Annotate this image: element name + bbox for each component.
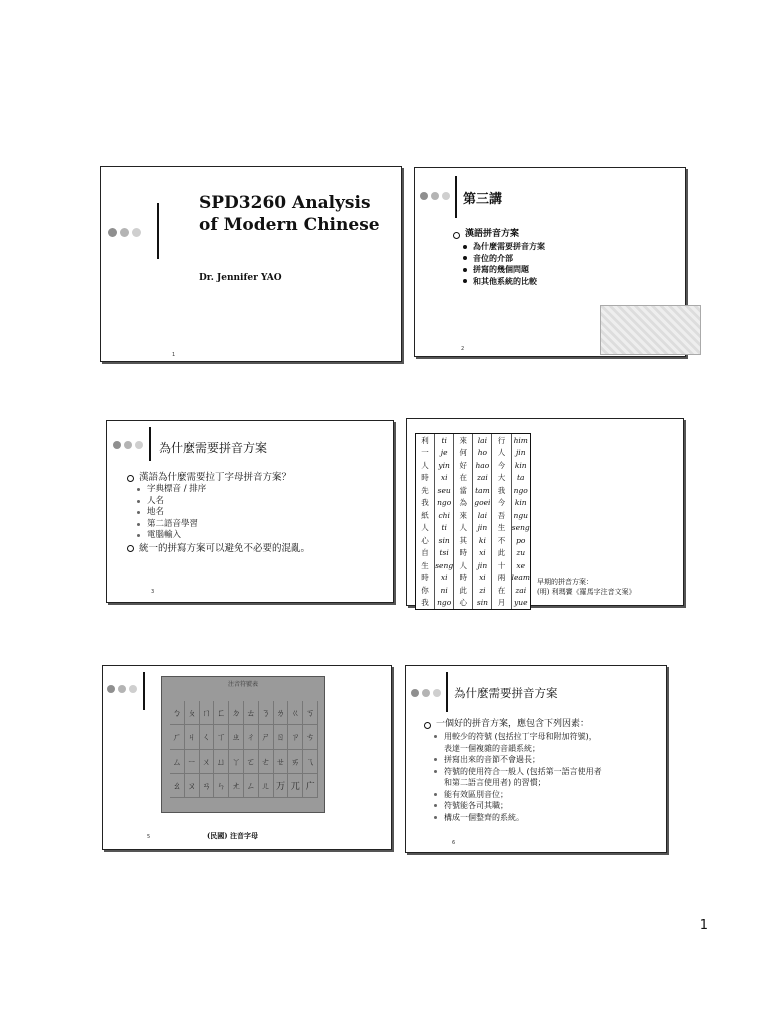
- table-cell: ngu: [513, 510, 528, 520]
- zhuyin-symbol: ㄙ: [170, 750, 185, 774]
- table-cell: 你: [421, 585, 429, 595]
- title-divider: [149, 427, 151, 461]
- table-cell: xi: [440, 573, 448, 583]
- table-cell: zi: [479, 585, 486, 595]
- table-cell: 來: [459, 435, 468, 445]
- zhuyin-symbol: ㄧ: [185, 750, 200, 774]
- zhuyin-symbol: ㄇ: [200, 701, 215, 725]
- sub-bullet: 字典標音 / 排序: [137, 484, 389, 496]
- table-cell: 人: [459, 560, 468, 570]
- zhuyin-symbol: ㄢ: [200, 774, 215, 798]
- slide-6-title: 為什麼需要拼音方案: [454, 686, 558, 700]
- slide-6: [405, 665, 667, 853]
- dot: [113, 441, 121, 449]
- table-cell: 時: [459, 548, 468, 558]
- table-cell: seu: [437, 485, 451, 495]
- table-cell: 今: [497, 460, 506, 470]
- table-column: [473, 434, 492, 609]
- table-cell: 心: [421, 535, 429, 545]
- table-cell: 利: [421, 435, 429, 445]
- table-cell: 人: [497, 448, 506, 458]
- table-cell: him: [513, 435, 528, 445]
- caption-line: 早期的拼音方案：: [537, 578, 593, 586]
- table-cell: sin: [438, 535, 450, 545]
- zhuyin-symbol: ㄊ: [244, 701, 259, 725]
- bullet-list: [424, 718, 664, 731]
- zhuyin-symbol: ㄘ: [303, 725, 318, 749]
- zhuyin-symbol: ㄏ: [170, 725, 185, 749]
- table-cell: 心: [459, 598, 468, 608]
- table-cell: je: [440, 448, 448, 458]
- sub-bullet: 地名: [137, 507, 389, 519]
- sub-bullet-list: [424, 731, 664, 823]
- sub-bullet: 第二語音學習: [137, 519, 389, 531]
- bullet-list: [453, 228, 673, 241]
- table-cell: ti: [441, 523, 447, 533]
- zhuyin-symbol: ㄑ: [200, 725, 215, 749]
- slide-3: [106, 420, 394, 603]
- table-cell: tam: [475, 485, 490, 495]
- table-cell: zai: [515, 585, 527, 595]
- table-cell: 此: [459, 585, 468, 595]
- dot: [422, 689, 430, 697]
- table-cell: ta: [517, 473, 525, 483]
- table-cell: chi: [438, 510, 450, 520]
- table-cell: 好: [459, 460, 468, 470]
- table-cell: ngo: [437, 598, 452, 608]
- zhuyin-symbol: ㄪ: [274, 774, 289, 798]
- table-cell: lai: [477, 510, 488, 520]
- table-cell: 我: [497, 485, 506, 495]
- table-cell: sin: [476, 598, 488, 608]
- table-column: [454, 434, 473, 609]
- zhuyin-symbol: ㄛ: [244, 750, 259, 774]
- sub-bullet-list: [127, 484, 389, 542]
- table-cell: 行: [497, 435, 506, 445]
- table-cell: 時: [421, 573, 429, 583]
- slide-dots: [420, 192, 450, 200]
- sub-bullet-list: [453, 241, 673, 287]
- table-cell: 自: [421, 548, 429, 558]
- zhuyin-symbol: ㄈ: [214, 701, 229, 725]
- page-number: 1: [699, 918, 708, 933]
- slide-3-title: 為什麼需要拼音方案: [159, 441, 268, 455]
- table-cell: 我: [421, 598, 429, 608]
- sub-bullet: 音位的介部: [463, 253, 673, 265]
- table-cell: 人: [421, 460, 429, 470]
- zhuyin-symbol: ㄦ: [259, 774, 274, 798]
- table-cell: 大: [497, 473, 506, 483]
- slide-4-caption: [537, 577, 636, 597]
- table-cell: 時: [459, 573, 468, 583]
- table-cell: 一: [421, 448, 429, 458]
- table-cell: 何: [459, 448, 468, 458]
- sub-bullet: 能有效區別音位；: [434, 789, 664, 801]
- table-cell: xi: [440, 473, 448, 483]
- zhuyin-symbol: ㄅ: [170, 701, 185, 725]
- main-bullet: 漢語為什麼需要拉丁字母拼音方案？: [127, 471, 389, 484]
- zhuyin-symbol: ㄡ: [185, 774, 200, 798]
- dot: [107, 685, 115, 693]
- table-cell: goei: [474, 498, 491, 508]
- chart-header: 注音符號表: [227, 681, 258, 688]
- zhuyin-symbol: ㄫ: [288, 774, 303, 798]
- table-cell: zai: [476, 473, 488, 483]
- table-cell: tsi: [439, 548, 449, 558]
- table-cell: 今: [497, 498, 506, 508]
- dot: [442, 192, 450, 200]
- table-cell: seng: [435, 560, 454, 570]
- zhuyin-symbol: ㄎ: [303, 701, 318, 725]
- sub-bullet: 和其他系統的比較: [463, 276, 673, 288]
- sub-bullet: 人名: [137, 496, 389, 508]
- table-cell: 兩: [497, 573, 506, 583]
- table-cell: 在: [459, 473, 468, 483]
- zhuyin-symbol: ㄌ: [274, 701, 289, 725]
- bullet-list: [127, 542, 389, 555]
- table-cell: kin: [514, 460, 527, 470]
- dot: [132, 228, 141, 237]
- symbol-grid: [170, 701, 318, 798]
- decorative-image: [600, 305, 701, 355]
- zhuyin-symbol: ㄣ: [214, 774, 229, 798]
- slide-dots: [113, 441, 143, 449]
- sub-bullet-continuation: 和第二語言使用者) 的習慣；: [444, 778, 546, 787]
- zhuyin-chart-image: [161, 676, 325, 813]
- zhuyin-symbol: ㄋ: [259, 701, 274, 725]
- zhuyin-symbol: ㄩ: [214, 750, 229, 774]
- zhuyin-symbol: ㄞ: [288, 750, 303, 774]
- table-cell: 生: [421, 560, 429, 570]
- table-cell: jin: [515, 448, 526, 458]
- zhuyin-symbol: ㄉ: [229, 701, 244, 725]
- zhuyin-symbol: ㄒ: [214, 725, 229, 749]
- slide-2-content: [453, 228, 673, 287]
- bullet-list: [127, 471, 389, 484]
- dot: [124, 441, 132, 449]
- zhuyin-symbol: ㄝ: [274, 750, 289, 774]
- table-cell: 我: [421, 498, 429, 508]
- slide-dots: [108, 228, 141, 237]
- slide-number: 2: [461, 346, 465, 352]
- zhuyin-symbol: ㄖ: [274, 725, 289, 749]
- sub-bullet: 構成一個整齊的系統。: [434, 812, 664, 824]
- slide-6-content: [424, 718, 664, 823]
- zhuyin-symbol: ㄠ: [170, 774, 185, 798]
- slide-dots: [411, 689, 441, 697]
- zhuyin-symbol: ㄬ: [303, 774, 318, 798]
- table-cell: ki: [478, 535, 486, 545]
- slide-number: 1: [172, 352, 176, 358]
- table-column: [435, 434, 454, 609]
- table-cell: seng: [511, 523, 530, 533]
- sub-bullet-text: 用較少的符號 (包括拉丁字母和附加符號)，: [444, 732, 597, 741]
- sub-bullet: 拼寫出來的音節不會過長；: [434, 754, 664, 766]
- zhuyin-symbol: ㄍ: [288, 701, 303, 725]
- table-cell: yue: [514, 598, 528, 608]
- table-cell: jin: [477, 560, 488, 570]
- sub-bullet: 拼寫的幾個問題: [463, 264, 673, 276]
- slide-5-caption: (民國) 注音字母: [207, 831, 259, 840]
- sub-bullet: [434, 731, 664, 754]
- table-cell: 生: [497, 523, 506, 533]
- table-cell: ngo: [513, 485, 528, 495]
- dot: [108, 228, 117, 237]
- table-cell: xe: [516, 560, 526, 570]
- table-cell: 十: [497, 560, 506, 570]
- table-cell: ngo: [437, 498, 452, 508]
- table-cell: 其: [459, 535, 468, 545]
- slide-1-author: Dr. Jennifer YAO: [199, 273, 282, 283]
- dot: [118, 685, 126, 693]
- zhuyin-symbol: ㄔ: [244, 725, 259, 749]
- zhuyin-symbol: ㄥ: [244, 774, 259, 798]
- table-cell: 人: [459, 523, 468, 533]
- table-cell: 來: [459, 510, 468, 520]
- dot: [129, 685, 137, 693]
- table-cell: 不: [497, 535, 506, 545]
- table-cell: 此: [497, 548, 506, 558]
- main-bullet: 漢語拼音方案: [453, 228, 673, 241]
- zhuyin-symbol: ㄟ: [303, 750, 318, 774]
- table-cell: 人: [421, 523, 429, 533]
- table-cell: ti: [441, 435, 447, 445]
- table-cell: 紙: [421, 510, 429, 520]
- slide-2: [414, 167, 686, 357]
- title-divider: [157, 203, 159, 259]
- table-cell: 月: [497, 598, 506, 608]
- dot: [411, 689, 419, 697]
- zhuyin-symbol: ㄚ: [229, 750, 244, 774]
- slide-number: 3: [151, 589, 155, 595]
- sub-bullet: 符號能各司其職；: [434, 800, 664, 812]
- slide-dots: [107, 685, 137, 693]
- table-cell: ho: [477, 448, 488, 458]
- table-cell: 時: [421, 473, 429, 483]
- sub-bullet-text: 符號的使用符合一般人 (包括第一語言使用者: [444, 766, 602, 776]
- main-bullet: 統一的拼寫方案可以避免不必要的混亂。: [127, 542, 389, 555]
- slide-1-title: SPD3260 Analysis of Modern Chinese: [199, 193, 380, 235]
- main-bullet: 一個好的拼音方案，應包含下列因素：: [424, 718, 664, 731]
- table-cell: hao: [475, 460, 490, 470]
- sub-bullet: 為什麼需要拼音方案: [463, 241, 673, 253]
- title-divider: [143, 672, 145, 710]
- sub-bullet: [434, 766, 664, 789]
- zhuyin-symbol: ㄓ: [229, 725, 244, 749]
- slide-number: 5: [147, 834, 151, 840]
- table-column: [512, 434, 530, 609]
- table-cell: 先: [421, 485, 429, 495]
- slide-4: [406, 418, 684, 606]
- slide-number: 6: [452, 840, 456, 846]
- table-cell: jin: [477, 523, 488, 533]
- slide-2-title: 第三講: [463, 192, 503, 207]
- table-column: [416, 434, 435, 609]
- table-cell: ni: [440, 585, 448, 595]
- table-cell: 為: [459, 498, 468, 508]
- romanization-table: [415, 433, 531, 610]
- table-cell: po: [516, 535, 526, 545]
- dot: [420, 192, 428, 200]
- dot: [120, 228, 129, 237]
- table-cell: xi: [479, 548, 486, 558]
- slide-3-content: [127, 471, 389, 555]
- table-cell: 吾: [497, 510, 506, 520]
- zhuyin-symbol: ㄤ: [229, 774, 244, 798]
- title-divider: [446, 672, 448, 712]
- table-column: [492, 434, 511, 609]
- zhuyin-symbol: ㄆ: [185, 701, 200, 725]
- zhuyin-symbol: ㄗ: [288, 725, 303, 749]
- dot: [431, 192, 439, 200]
- zhuyin-symbol: ㄐ: [185, 725, 200, 749]
- table-cell: yin: [438, 460, 450, 470]
- table-cell: 當: [459, 485, 468, 495]
- title-divider: [455, 176, 457, 218]
- sub-bullet-continuation: 表達一個複雜的音韻系統；: [444, 743, 540, 753]
- table-cell: leam: [511, 573, 530, 583]
- sub-bullet: 電腦輸入: [137, 530, 389, 542]
- slide-5: [102, 665, 392, 850]
- zhuyin-symbol: ㄕ: [259, 725, 274, 749]
- table-cell: lai: [477, 435, 488, 445]
- table-cell: 在: [497, 585, 506, 595]
- dot: [135, 441, 143, 449]
- table-cell: kin: [514, 498, 527, 508]
- zhuyin-symbol: ㄨ: [200, 750, 215, 774]
- slide-1: [100, 166, 402, 362]
- table-cell: xi: [479, 573, 486, 583]
- zhuyin-symbol: ㄜ: [259, 750, 274, 774]
- caption-line: (明) 利瑪竇《羅馬字注音文案》: [537, 588, 636, 596]
- dot: [433, 689, 441, 697]
- table-cell: zu: [516, 548, 526, 558]
